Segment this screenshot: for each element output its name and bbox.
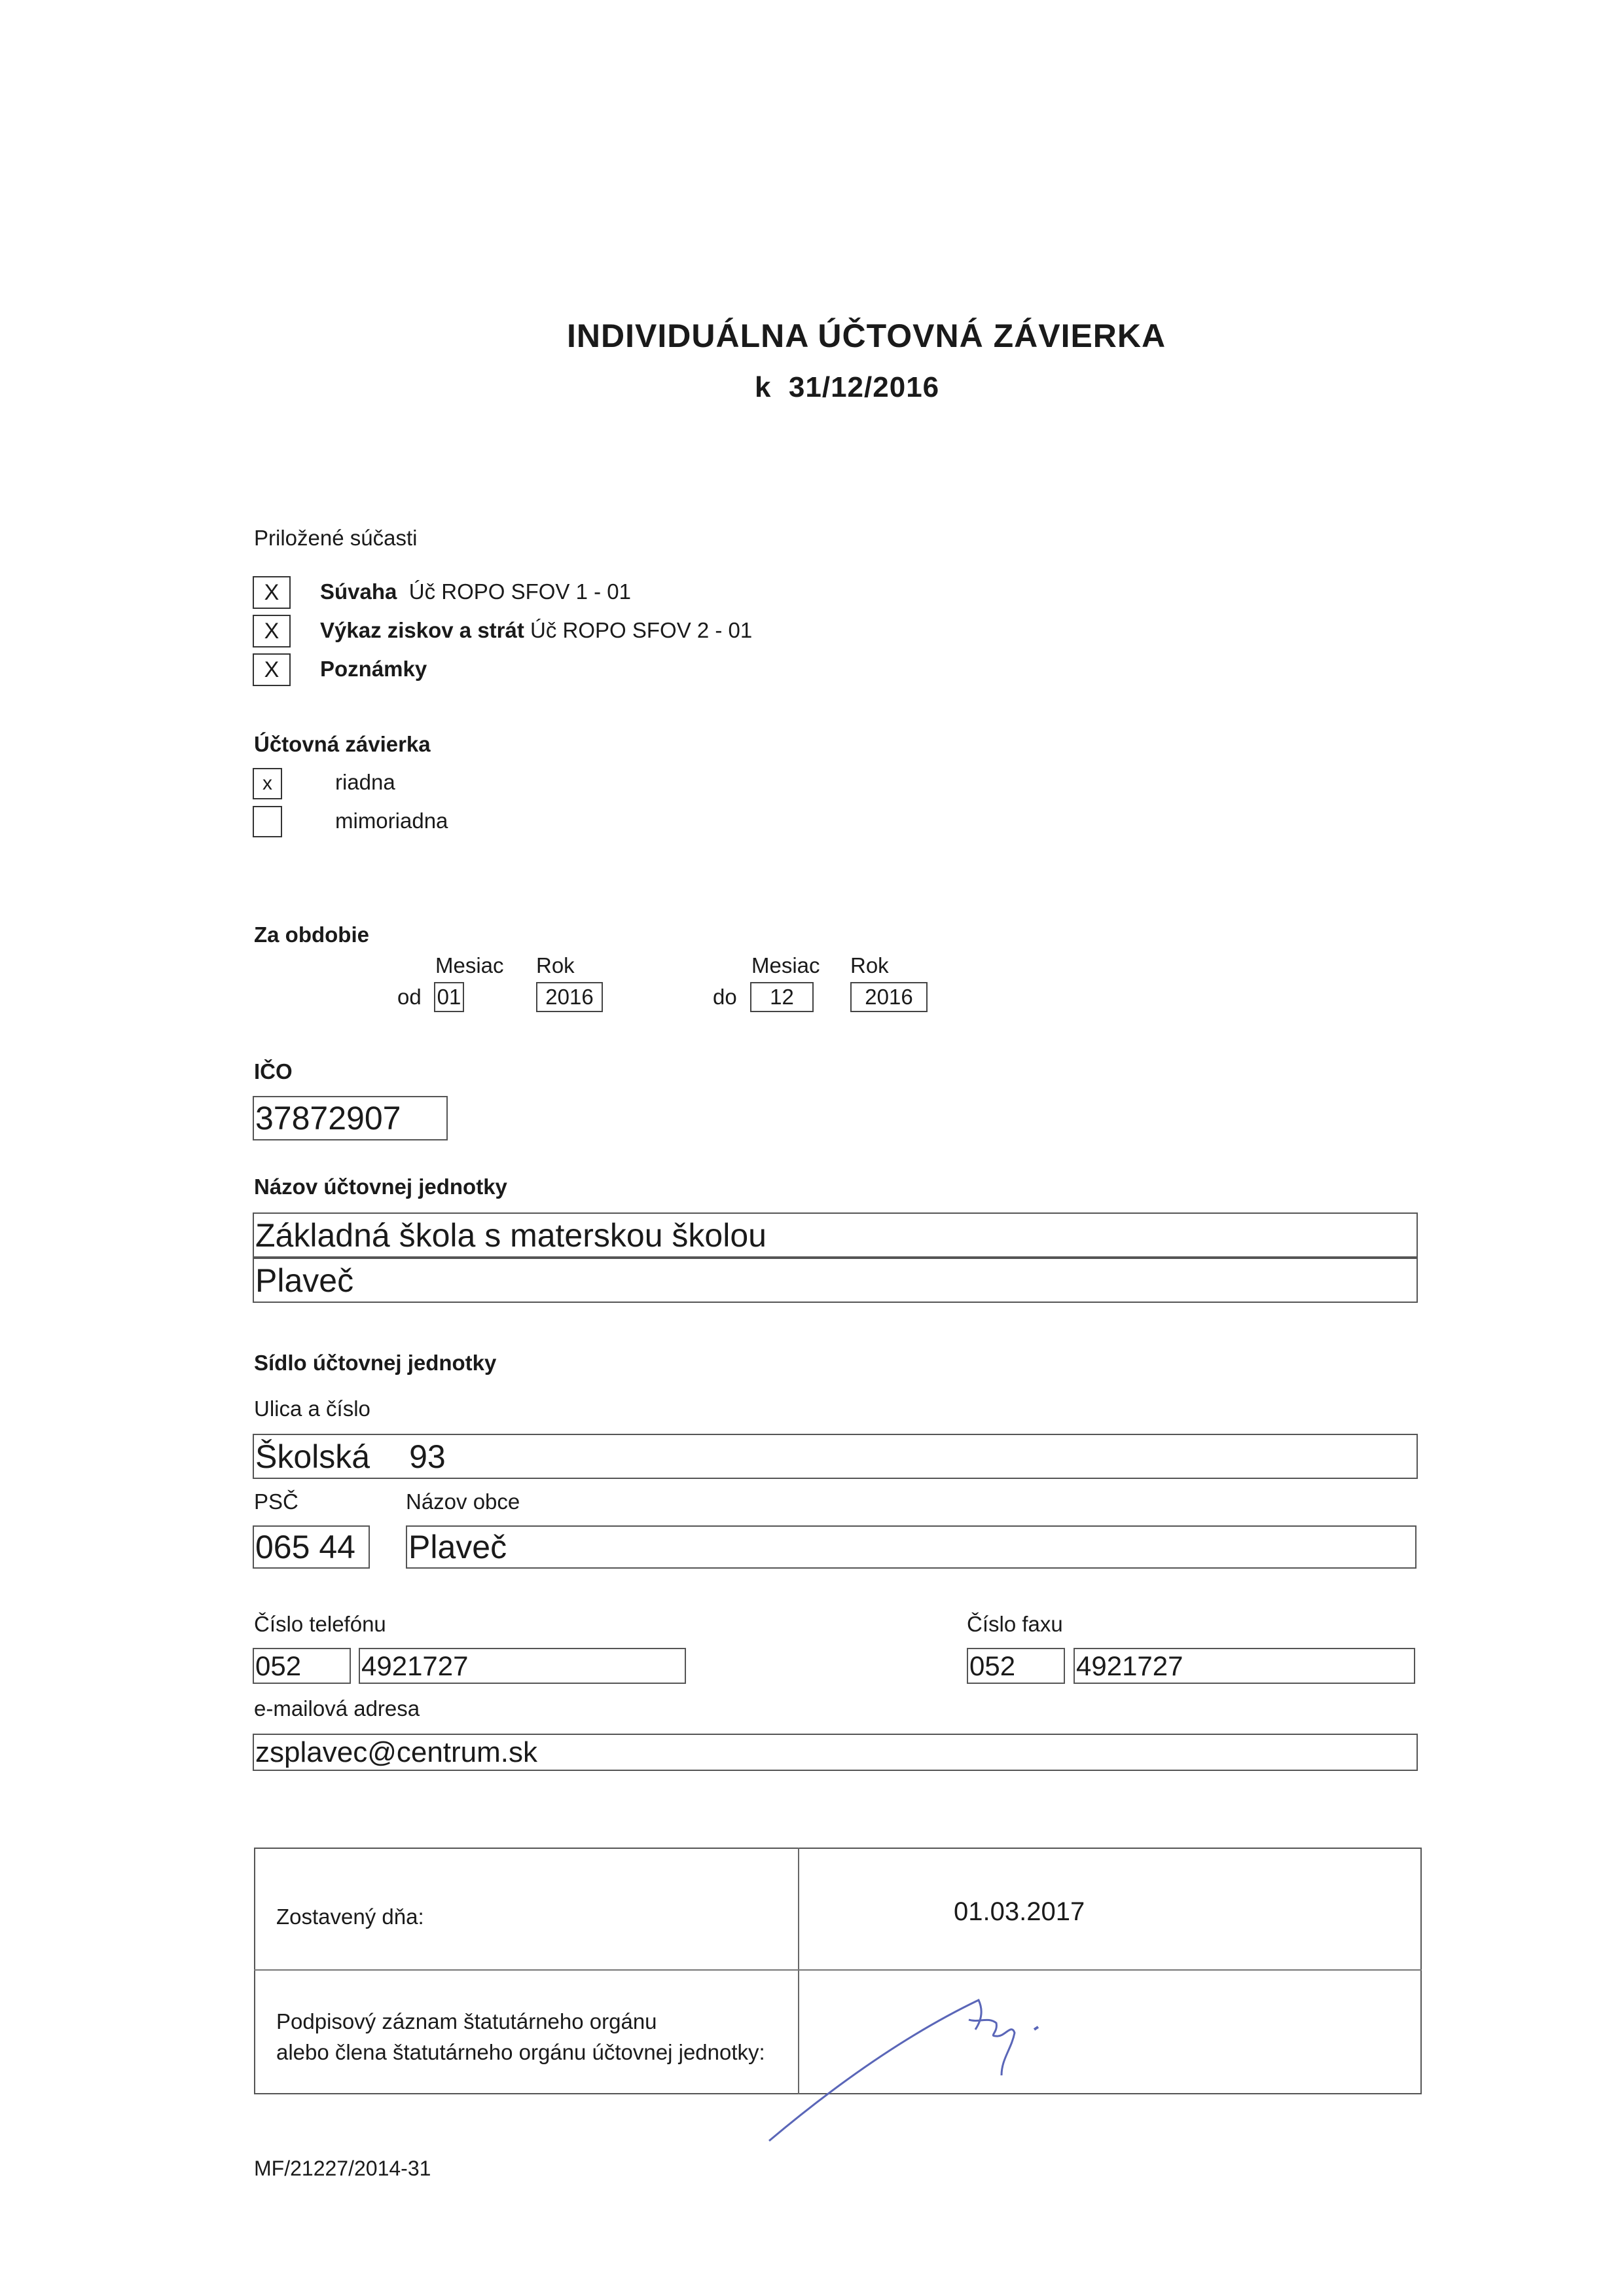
to-year-label: Rok (850, 953, 889, 977)
ico-label: IČO (254, 1059, 293, 1084)
fax-label: Číslo faxu (967, 1612, 1063, 1636)
document-date: k 31/12/2016 (755, 371, 940, 403)
compiled-date: 01.03.2017 (954, 1897, 1085, 1926)
signature-label-2: alebo člena štatutárneho orgánu účtovnej jednotky: (276, 2040, 765, 2064)
psc-label: PSČ (254, 1489, 298, 1514)
attachment-title: Súvaha (320, 579, 397, 604)
entity-name-label: Názov účtovnej jednotky (254, 1175, 507, 1199)
fax-number-field[interactable]: 4921727 (1074, 1648, 1415, 1684)
to-month-field[interactable]: 12 (750, 982, 814, 1012)
city-label: Názov obce (406, 1489, 520, 1514)
attachments-label: Priložené súčasti (254, 526, 418, 550)
to-month-label: Mesiac (751, 953, 820, 977)
attachment-title: Výkaz ziskov a strát (320, 618, 524, 642)
checkbox-poznamky[interactable]: X (253, 653, 291, 686)
entity-name-line1-field[interactable]: Základná škola s materskou školou (253, 1212, 1418, 1258)
to-year-field[interactable]: 2016 (850, 982, 928, 1012)
period-label: Za obdobie (254, 922, 369, 947)
ico-field[interactable]: 37872907 (253, 1096, 448, 1140)
city-field[interactable]: Plaveč (406, 1525, 1416, 1569)
signature-label-1: Podpisový záznam štatutárneho orgánu (276, 2009, 657, 2033)
entity-name-line2-field[interactable]: Plaveč (253, 1258, 1418, 1303)
fax-prefix-field[interactable]: 052 (967, 1648, 1065, 1684)
from-month-field[interactable]: 01 (434, 982, 464, 1012)
from-label: od (397, 985, 422, 1009)
street-label: Ulica a číslo (254, 1396, 370, 1421)
checkbox-suvaha[interactable]: X (253, 576, 291, 609)
from-month-label: Mesiac (435, 953, 504, 977)
address-label: Sídlo účtovnej jednotky (254, 1351, 497, 1375)
checkbox-vykaz[interactable]: X (253, 615, 291, 647)
street-field[interactable] (253, 1434, 1418, 1479)
table-horizontal-divider (254, 1969, 1422, 1971)
handwritten-signature (753, 1984, 1067, 2154)
phone-prefix-field[interactable]: 052 (253, 1648, 351, 1684)
option-riadna: riadna (335, 770, 395, 794)
email-field[interactable]: zsplavec@centrum.sk (253, 1734, 1418, 1771)
street-number: 93 (409, 1438, 446, 1475)
statement-type-label: Účtovná závierka (254, 732, 431, 756)
option-mimoriadna: mimoriadna (335, 809, 448, 833)
attachment-code: Úč ROPO SFOV 1 - 01 (408, 579, 631, 604)
to-label: do (713, 985, 737, 1009)
document-title: INDIVIDUÁLNA ÚČTOVNÁ ZÁVIERKA (567, 318, 1166, 354)
footer-code: MF/21227/2014-31 (254, 2157, 431, 2180)
attachment-code: Úč ROPO SFOV 2 - 01 (530, 618, 753, 642)
from-year-field[interactable]: 2016 (536, 982, 603, 1012)
compiled-label: Zostavený dňa: (276, 1904, 424, 1929)
attachment-vykaz (320, 619, 752, 641)
attachment-poznamky: Poznámky (320, 657, 427, 681)
checkbox-mimoriadna[interactable] (253, 806, 282, 837)
phone-number-field[interactable]: 4921727 (359, 1648, 686, 1684)
from-year-label: Rok (536, 953, 575, 977)
phone-label: Číslo telefónu (254, 1612, 386, 1636)
email-label: e-mailová adresa (254, 1696, 420, 1721)
attachment-suvaha (320, 581, 631, 602)
street-name: Školská (255, 1438, 370, 1475)
psc-field[interactable]: 065 44 (253, 1525, 370, 1569)
checkbox-riadna[interactable]: x (253, 768, 282, 799)
